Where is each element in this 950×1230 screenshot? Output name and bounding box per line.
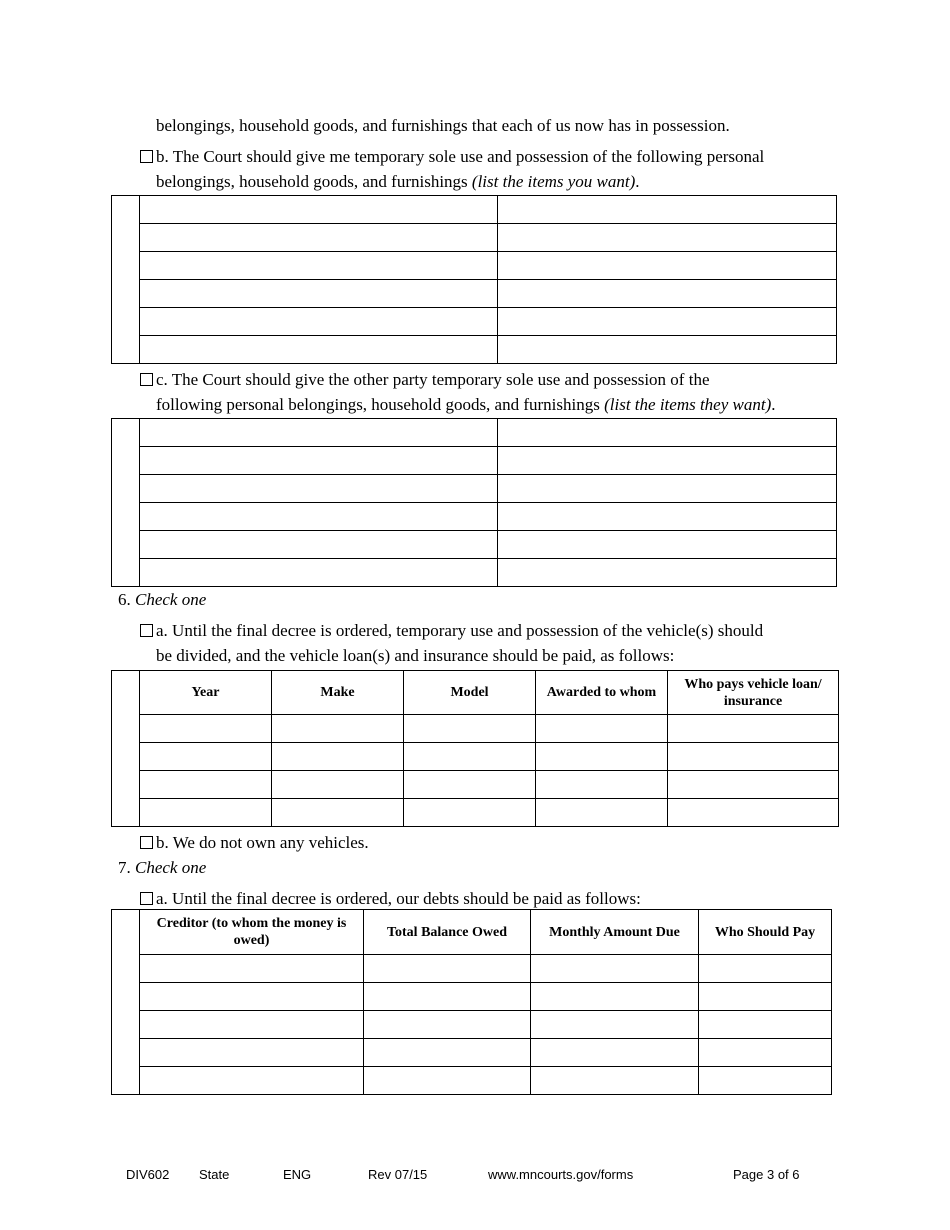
make-cell[interactable]	[272, 715, 404, 743]
who-pays-cell[interactable]	[699, 1067, 832, 1095]
year-cell[interactable]	[140, 799, 272, 827]
option-6a-checkbox[interactable]	[140, 624, 153, 637]
item-cell[interactable]	[140, 503, 498, 531]
table-row	[112, 531, 837, 559]
option-6b-text: b. We do not own any vehicles.	[156, 833, 369, 852]
balance-cell[interactable]	[364, 1067, 531, 1095]
table-row	[112, 252, 837, 280]
creditor-cell[interactable]	[140, 1011, 364, 1039]
table-row	[112, 224, 837, 252]
footer-revision: Rev 07/15	[368, 1167, 428, 1182]
col-make-header: Make	[272, 671, 404, 715]
option-6a	[140, 621, 763, 641]
model-cell[interactable]	[404, 715, 536, 743]
option-7a	[140, 889, 641, 909]
item-cell[interactable]	[140, 531, 498, 559]
option-5b-text: b. The Court should give me temporary sole use and possession of the following personal	[156, 147, 765, 166]
item-cell[interactable]	[498, 280, 837, 308]
table-row	[112, 715, 839, 743]
col-awarded-header: Awarded to whom	[536, 671, 668, 715]
creditor-cell[interactable]	[140, 955, 364, 983]
option-5c-line2	[156, 395, 776, 415]
monthly-cell[interactable]	[531, 1067, 699, 1095]
year-cell[interactable]	[140, 743, 272, 771]
item-cell[interactable]	[498, 419, 837, 447]
item-cell[interactable]	[140, 196, 498, 224]
model-cell[interactable]	[404, 771, 536, 799]
table-row	[112, 1067, 832, 1095]
awarded-cell[interactable]	[536, 743, 668, 771]
option-7a-text: a. Until the final decree is ordered, our debts should be paid as follows:	[156, 889, 641, 908]
table-row	[112, 475, 837, 503]
section5-continued-text: belongings, household goods, and furnishings that each of us now has in possession.	[156, 116, 730, 135]
option-5b-period: .	[635, 172, 640, 191]
option-5c	[140, 370, 710, 390]
year-cell[interactable]	[140, 771, 272, 799]
option-5b-instruction: (list the items you want)	[471, 172, 636, 191]
model-cell[interactable]	[404, 799, 536, 827]
make-cell[interactable]	[272, 771, 404, 799]
table-row	[112, 743, 839, 771]
option-5c-instruction: (list the items they want)	[604, 395, 772, 414]
section6-number: 6.	[118, 590, 131, 609]
item-cell[interactable]	[140, 559, 498, 587]
col-who-pays-header: Who pays vehicle loan/ insurance	[668, 671, 839, 715]
table-row	[112, 280, 837, 308]
my-items-table	[111, 195, 837, 364]
option-7a-checkbox[interactable]	[140, 892, 153, 905]
col-creditor-header: Creditor (to whom the money is owed)	[140, 910, 364, 955]
section6-heading	[118, 590, 206, 610]
item-cell[interactable]	[498, 447, 837, 475]
item-cell[interactable]	[498, 503, 837, 531]
gutter-cell	[112, 419, 140, 587]
option-5b	[140, 147, 764, 167]
item-cell[interactable]	[140, 308, 498, 336]
col-year-header: Year	[140, 671, 272, 715]
who-pays-cell[interactable]	[668, 799, 839, 827]
balance-cell[interactable]	[364, 1011, 531, 1039]
balance-cell[interactable]	[364, 955, 531, 983]
balance-cell[interactable]	[364, 1039, 531, 1067]
table-header-row	[112, 671, 839, 715]
section6-instruction: Check one	[135, 590, 207, 609]
col-total-balance-header: Total Balance Owed	[364, 910, 531, 955]
option-6a-line2: be divided, and the vehicle loan(s) and insurance should be paid, as follows:	[156, 646, 675, 665]
option-5c-checkbox[interactable]	[140, 373, 153, 386]
item-cell[interactable]	[498, 475, 837, 503]
option-5b-line2-text: belongings, household goods, and furnishings	[156, 172, 472, 191]
section7-instruction: Check one	[135, 858, 207, 877]
table-header-row	[112, 910, 832, 955]
item-cell[interactable]	[498, 559, 837, 587]
table-row	[112, 196, 837, 224]
footer-language: ENG	[283, 1167, 312, 1182]
creditor-cell[interactable]	[140, 983, 364, 1011]
col-who-should-pay-header: Who Should Pay	[699, 910, 832, 955]
make-cell[interactable]	[272, 799, 404, 827]
section7-number: 7.	[118, 858, 131, 877]
table-row	[112, 447, 837, 475]
table-row	[112, 771, 839, 799]
table-row	[112, 559, 837, 587]
item-cell[interactable]	[140, 419, 498, 447]
option-6b	[140, 833, 369, 853]
gutter-cell	[112, 196, 140, 364]
who-pays-cell[interactable]	[699, 1039, 832, 1067]
footer-form-id: DIV602	[126, 1167, 170, 1182]
footer-website[interactable]: www.mncourts.gov/forms	[488, 1167, 634, 1182]
table-row	[112, 799, 839, 827]
creditor-cell[interactable]	[140, 1039, 364, 1067]
monthly-cell[interactable]	[531, 983, 699, 1011]
model-cell[interactable]	[404, 743, 536, 771]
monthly-cell[interactable]	[531, 1039, 699, 1067]
awarded-cell[interactable]	[536, 799, 668, 827]
option-5c-text: c. The Court should give the other party temporary sole use and possession of the	[156, 370, 710, 389]
footer-page-number: Page 3 of 6	[733, 1167, 800, 1182]
col-monthly-amount-header: Monthly Amount Due	[531, 910, 699, 955]
section7-heading	[118, 858, 206, 878]
item-cell[interactable]	[498, 224, 837, 252]
balance-cell[interactable]	[364, 983, 531, 1011]
table-row	[112, 336, 837, 364]
awarded-cell[interactable]	[536, 771, 668, 799]
item-cell[interactable]	[498, 252, 837, 280]
footer-jurisdiction: State	[199, 1167, 230, 1182]
table-row	[112, 308, 837, 336]
option-5c-line2-text: following personal belongings, household goods, and furnishings	[156, 395, 605, 414]
item-cell[interactable]	[498, 196, 837, 224]
table-row	[112, 1039, 832, 1067]
table-row	[112, 983, 832, 1011]
item-cell[interactable]	[498, 531, 837, 559]
item-cell[interactable]	[140, 252, 498, 280]
monthly-cell[interactable]	[531, 1011, 699, 1039]
who-pays-cell[interactable]	[668, 743, 839, 771]
who-pays-cell[interactable]	[699, 983, 832, 1011]
option-6b-checkbox[interactable]	[140, 836, 153, 849]
year-cell[interactable]	[140, 715, 272, 743]
monthly-cell[interactable]	[531, 955, 699, 983]
item-cell[interactable]	[498, 308, 837, 336]
item-cell[interactable]	[140, 280, 498, 308]
table-row	[112, 1011, 832, 1039]
gutter-cell	[112, 671, 140, 827]
table-row	[112, 419, 837, 447]
option-5b-line2	[156, 172, 640, 192]
item-cell[interactable]	[140, 447, 498, 475]
option-5b-checkbox[interactable]	[140, 150, 153, 163]
who-pays-cell[interactable]	[699, 955, 832, 983]
creditor-cell[interactable]	[140, 1067, 364, 1095]
option-6a-text: a. Until the final decree is ordered, temporary use and possession of the vehicle(s) should	[156, 621, 764, 640]
vehicles-table	[111, 670, 839, 827]
awarded-cell[interactable]	[536, 715, 668, 743]
table-row	[112, 955, 832, 983]
other-party-items-table	[111, 418, 837, 587]
who-pays-cell[interactable]	[668, 715, 839, 743]
item-cell[interactable]	[140, 224, 498, 252]
item-cell[interactable]	[140, 336, 498, 364]
col-model-header: Model	[404, 671, 536, 715]
make-cell[interactable]	[272, 743, 404, 771]
gutter-cell	[112, 910, 140, 1095]
item-cell[interactable]	[140, 475, 498, 503]
who-pays-cell[interactable]	[668, 771, 839, 799]
table-row	[112, 503, 837, 531]
debts-table	[111, 909, 832, 1095]
option-5c-period: .	[771, 395, 776, 414]
who-pays-cell[interactable]	[699, 1011, 832, 1039]
item-cell[interactable]	[498, 336, 837, 364]
